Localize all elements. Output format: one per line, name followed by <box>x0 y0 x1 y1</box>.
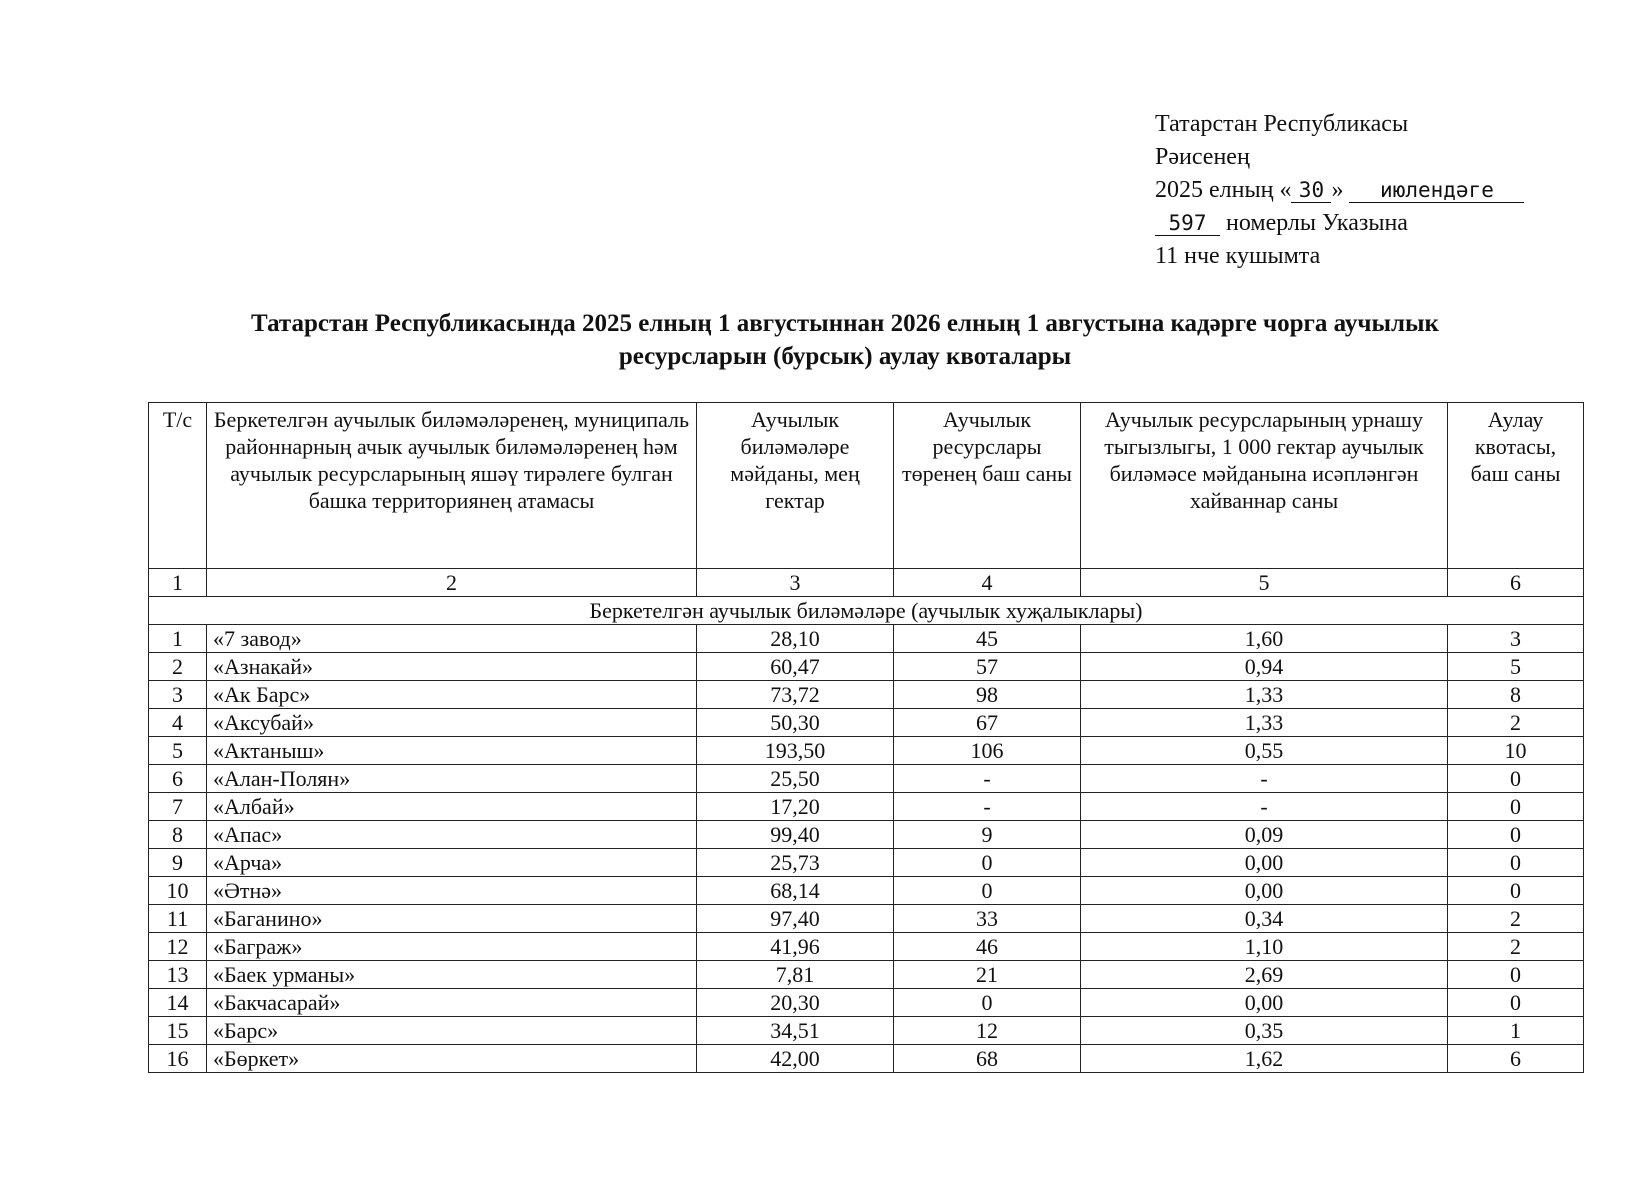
density-value: 0,55 <box>1081 737 1448 765</box>
population-value: 45 <box>894 625 1081 653</box>
column-number: 2 <box>207 569 697 597</box>
hunting-ground-name: «7 завод» <box>207 625 697 653</box>
quota-table <box>148 402 1584 1073</box>
population-value: 0 <box>894 849 1081 877</box>
appendix-line-republic: Татарстан Республикасы <box>1155 111 1409 137</box>
row-number: 15 <box>149 1017 207 1045</box>
population-value: 57 <box>894 653 1081 681</box>
date-day: 30 <box>1291 178 1331 203</box>
area-value: 28,10 <box>697 625 894 653</box>
hunting-ground-name: «Апас» <box>207 821 697 849</box>
density-value: 1,33 <box>1081 709 1448 737</box>
table-row <box>149 877 1584 905</box>
quota-value: 0 <box>1448 961 1584 989</box>
table-row <box>149 709 1584 737</box>
decree-number: 597 <box>1155 211 1220 236</box>
section-row <box>149 597 1584 625</box>
area-value: 193,50 <box>697 737 894 765</box>
hunting-ground-name: «Баек урманы» <box>207 961 697 989</box>
quota-value: 5 <box>1448 653 1584 681</box>
table-row <box>149 737 1584 765</box>
table-row <box>149 1045 1584 1073</box>
density-value: - <box>1081 765 1448 793</box>
population-value: 21 <box>894 961 1081 989</box>
appendix-line-date <box>1155 174 1524 207</box>
appendix-line-number: 11 нче кушымта <box>1155 243 1321 269</box>
population-value: 9 <box>894 821 1081 849</box>
row-number: 12 <box>149 933 207 961</box>
area-value: 68,14 <box>697 877 894 905</box>
quota-value: 0 <box>1448 877 1584 905</box>
column-number: 3 <box>697 569 894 597</box>
column-number: 4 <box>894 569 1081 597</box>
decree-suffix: номерлы Указына <box>1226 210 1408 236</box>
density-value: 0,94 <box>1081 653 1448 681</box>
date-close: » <box>1331 177 1344 203</box>
hunting-ground-name: «Арча» <box>207 849 697 877</box>
quota-value: 2 <box>1448 933 1584 961</box>
hunting-ground-name: «Албай» <box>207 793 697 821</box>
column-number: 1 <box>149 569 207 597</box>
table-row <box>149 1017 1584 1045</box>
date-prefix: 2025 елның « <box>1155 177 1292 203</box>
quota-value: 0 <box>1448 821 1584 849</box>
density-value: 0,34 <box>1081 905 1448 933</box>
quota-value: 8 <box>1448 681 1584 709</box>
hunting-ground-name: «Әтнә» <box>207 877 697 905</box>
table-row <box>149 961 1584 989</box>
area-value: 97,40 <box>697 905 894 933</box>
column-number: 6 <box>1448 569 1584 597</box>
hunting-ground-name: «Бөркет» <box>207 1045 697 1073</box>
density-value: 0,00 <box>1081 849 1448 877</box>
quota-value: 6 <box>1448 1045 1584 1073</box>
population-value: 0 <box>894 877 1081 905</box>
header-count: Аучылык ресурслары төренең баш саны <box>894 403 1081 569</box>
row-number: 9 <box>149 849 207 877</box>
quota-value: 2 <box>1448 905 1584 933</box>
density-value: 2,69 <box>1081 961 1448 989</box>
population-value: 46 <box>894 933 1081 961</box>
row-number: 1 <box>149 625 207 653</box>
area-value: 17,20 <box>697 793 894 821</box>
hunting-ground-name: «Алан-Полян» <box>207 765 697 793</box>
table-row <box>149 625 1584 653</box>
column-number-row <box>149 569 1584 597</box>
density-value: 1,33 <box>1081 681 1448 709</box>
date-month: июлендәге <box>1349 178 1524 203</box>
hunting-ground-name: «Аксубай» <box>207 709 697 737</box>
title-line-1: Татарстан Республикасында 2025 елның 1 августыннан 2026 елның 1 августына кадәрге чорга аучылык <box>251 310 1439 337</box>
row-number: 3 <box>149 681 207 709</box>
row-number: 8 <box>149 821 207 849</box>
quota-value: 0 <box>1448 765 1584 793</box>
section-title: Беркетелгән аучылык биләмәләре (аучылык хуҗалыклары) <box>149 597 1584 625</box>
row-number: 16 <box>149 1045 207 1073</box>
area-value: 50,30 <box>697 709 894 737</box>
row-number: 10 <box>149 877 207 905</box>
population-value: 12 <box>894 1017 1081 1045</box>
population-value: - <box>894 793 1081 821</box>
quota-value: 2 <box>1448 709 1584 737</box>
table-row <box>149 849 1584 877</box>
density-value: 0,09 <box>1081 821 1448 849</box>
density-value: 0,00 <box>1081 877 1448 905</box>
area-value: 34,51 <box>697 1017 894 1045</box>
table-row <box>149 905 1584 933</box>
title-line-2: ресурсларын (бурсык) аулау квоталары <box>618 343 1072 370</box>
area-value: 25,50 <box>697 765 894 793</box>
density-value: 1,60 <box>1081 625 1448 653</box>
header-quota: Аулау квотасы, баш саны <box>1448 403 1584 569</box>
area-value: 25,73 <box>697 849 894 877</box>
appendix-line-president: Рәисенең <box>1155 144 1250 170</box>
area-value: 42,00 <box>697 1045 894 1073</box>
appendix-header <box>1155 108 1524 273</box>
quota-value: 0 <box>1448 849 1584 877</box>
row-number: 11 <box>149 905 207 933</box>
population-value: 33 <box>894 905 1081 933</box>
table-row <box>149 793 1584 821</box>
density-value: 1,62 <box>1081 1045 1448 1073</box>
table-row <box>149 933 1584 961</box>
header-number: Т/с <box>149 403 207 569</box>
header-density: Аучылык ресурсларының урнашу тыгызлыгы, 1 000 гектар аучылык биләмәсе мәйданына исәпләнгән хайваннар саны <box>1081 403 1448 569</box>
row-number: 13 <box>149 961 207 989</box>
density-value: 0,35 <box>1081 1017 1448 1045</box>
population-value: 98 <box>894 681 1081 709</box>
quota-value: 10 <box>1448 737 1584 765</box>
hunting-ground-name: «Актаныш» <box>207 737 697 765</box>
population-value: 0 <box>894 989 1081 1017</box>
hunting-ground-name: «Ак Барс» <box>207 681 697 709</box>
density-value: 0,00 <box>1081 989 1448 1017</box>
row-number: 5 <box>149 737 207 765</box>
quota-value: 0 <box>1448 989 1584 1017</box>
hunting-ground-name: «Бакчасарай» <box>207 989 697 1017</box>
population-value: 106 <box>894 737 1081 765</box>
hunting-ground-name: «Баграж» <box>207 933 697 961</box>
population-value: 68 <box>894 1045 1081 1073</box>
row-number: 2 <box>149 653 207 681</box>
density-value: 1,10 <box>1081 933 1448 961</box>
appendix-line-decree <box>1155 207 1524 240</box>
row-number: 6 <box>149 765 207 793</box>
area-value: 20,30 <box>697 989 894 1017</box>
header-area: Аучылык биләмәләре мәйданы, мең гектар <box>697 403 894 569</box>
document-title <box>150 307 1540 373</box>
row-number: 14 <box>149 989 207 1017</box>
column-number: 5 <box>1081 569 1448 597</box>
hunting-ground-name: «Баганино» <box>207 905 697 933</box>
area-value: 7,81 <box>697 961 894 989</box>
table-header-row <box>149 403 1584 569</box>
population-value: - <box>894 765 1081 793</box>
area-value: 99,40 <box>697 821 894 849</box>
row-number: 4 <box>149 709 207 737</box>
table-row <box>149 821 1584 849</box>
density-value: - <box>1081 793 1448 821</box>
header-name: Беркетелгән аучылык биләмәләренең, муниципаль районнарның ачык аучылык биләмәләренең һәм аучылык ресурсларының яшәү тирәлеге булган башка территориянең атамасы <box>207 403 697 569</box>
area-value: 73,72 <box>697 681 894 709</box>
table-row <box>149 765 1584 793</box>
hunting-ground-name: «Барс» <box>207 1017 697 1045</box>
quota-value: 1 <box>1448 1017 1584 1045</box>
quota-value: 0 <box>1448 793 1584 821</box>
area-value: 60,47 <box>697 653 894 681</box>
table-row <box>149 681 1584 709</box>
table-row <box>149 653 1584 681</box>
quota-value: 3 <box>1448 625 1584 653</box>
hunting-ground-name: «Азнакай» <box>207 653 697 681</box>
population-value: 67 <box>894 709 1081 737</box>
table-row <box>149 989 1584 1017</box>
area-value: 41,96 <box>697 933 894 961</box>
row-number: 7 <box>149 793 207 821</box>
